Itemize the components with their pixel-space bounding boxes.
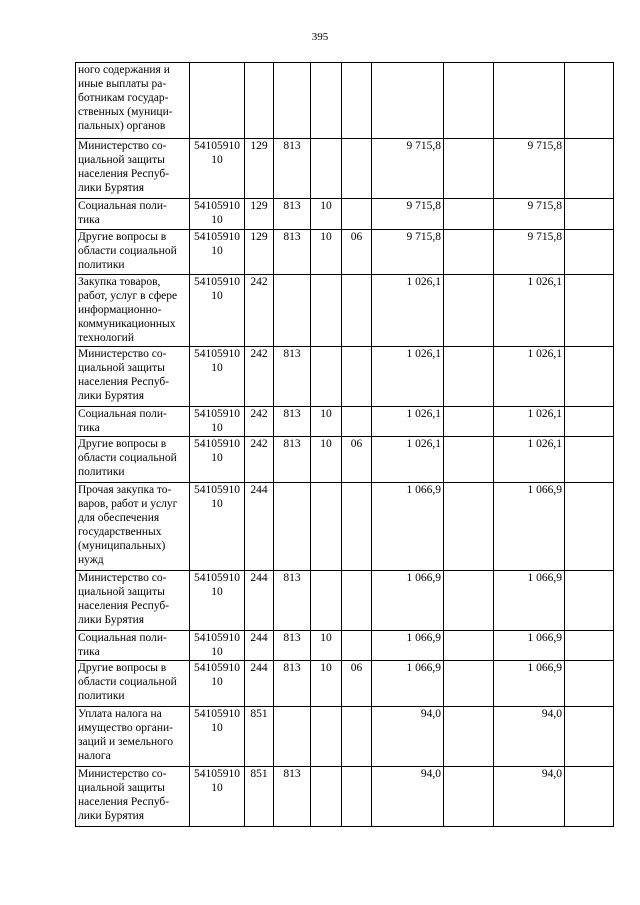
expense-type-cell: 851: [245, 767, 274, 827]
target-article-cell: [190, 767, 245, 827]
table-row: [76, 483, 614, 571]
amount-cell: [565, 661, 614, 707]
target-article-cell: [190, 571, 245, 631]
amount-cell: [444, 571, 494, 631]
table-row: [76, 139, 614, 199]
expense-type-cell: 129: [245, 199, 274, 230]
subsection-cell: 06: [342, 437, 372, 483]
target-article-code: 54105910: [194, 348, 240, 360]
target-article-suffix: 10: [211, 676, 223, 688]
ministry-code-cell: [274, 63, 311, 139]
row-name-cell: Министерство со-циальной защиты населения Респуб-лики Бурятия: [76, 767, 190, 827]
expense-type-cell: 242: [245, 407, 274, 437]
subsection-cell: [342, 483, 372, 571]
table-row: [76, 767, 614, 827]
section-cell: 10: [311, 199, 342, 230]
amount-cell: 1 066,9: [494, 483, 565, 571]
target-article-code: 54105910: [194, 632, 240, 644]
amount-cell: 9 715,8: [494, 199, 565, 230]
ministry-code-cell: 813: [274, 347, 311, 407]
row-name-cell: Министерство со-циальной защиты населения Респуб-лики Бурятия: [76, 139, 190, 199]
row-name-cell: Другие вопросы в области социальной политики: [76, 661, 190, 707]
target-article-cell: [190, 63, 245, 139]
amount-cell: [565, 631, 614, 661]
row-name-cell: Социальная поли-тика: [76, 631, 190, 661]
amount-cell: 94,0: [494, 767, 565, 827]
section-cell: 10: [311, 230, 342, 275]
amount-cell: [444, 707, 494, 767]
amount-cell: [444, 139, 494, 199]
target-article-code: 54105910: [194, 662, 240, 674]
amount-cell: [444, 199, 494, 230]
subsection-cell: [342, 767, 372, 827]
page-number: 395: [311, 31, 329, 43]
amount-cell: 9 715,8: [372, 199, 444, 230]
target-article-suffix: 10: [211, 362, 223, 374]
amount-cell: 94,0: [372, 767, 444, 827]
amount-cell: 9 715,8: [494, 139, 565, 199]
target-article-cell: [190, 661, 245, 707]
amount-cell: 1 026,1: [372, 347, 444, 407]
target-article-code: 54105910: [194, 708, 240, 720]
expense-type-cell: [245, 63, 274, 139]
ministry-code-cell: [274, 275, 311, 347]
ministry-code-cell: 813: [274, 199, 311, 230]
table-row: [76, 199, 614, 230]
subsection-cell: [342, 63, 372, 139]
ministry-code-cell: [274, 707, 311, 767]
amount-cell: [565, 437, 614, 483]
amount-cell: 1 066,9: [372, 571, 444, 631]
row-name-cell: Уплата налога на имущество органи-заций и земельного налога: [76, 707, 190, 767]
target-article-suffix: 10: [211, 646, 223, 658]
table-row: [76, 707, 614, 767]
row-name-cell: Министерство со-циальной защиты населения Респуб-лики Бурятия: [76, 571, 190, 631]
expense-type-cell: 242: [245, 347, 274, 407]
amount-cell: 1 026,1: [494, 407, 565, 437]
amount-cell: [444, 407, 494, 437]
table-row: [76, 63, 614, 139]
amount-cell: [372, 63, 444, 139]
target-article-cell: [190, 631, 245, 661]
target-article-code: 54105910: [194, 408, 240, 420]
row-name-cell: Министерство со-циальной защиты населения Респуб-лики Бурятия: [76, 347, 190, 407]
table-row: [76, 230, 614, 275]
expense-type-cell: 244: [245, 661, 274, 707]
target-article-cell: [190, 483, 245, 571]
table-row: [76, 661, 614, 707]
amount-cell: [444, 347, 494, 407]
budget-table: [75, 62, 614, 827]
target-article-suffix: 10: [211, 498, 223, 510]
amount-cell: [565, 707, 614, 767]
target-article-suffix: 10: [211, 245, 223, 257]
amount-cell: [565, 139, 614, 199]
target-article-suffix: 10: [211, 154, 223, 166]
section-cell: 10: [311, 437, 342, 483]
ministry-code-cell: 813: [274, 437, 311, 483]
amount-cell: 1 026,1: [372, 275, 444, 347]
section-cell: [311, 139, 342, 199]
amount-cell: 1 066,9: [372, 483, 444, 571]
amount-cell: 1 026,1: [494, 347, 565, 407]
section-cell: 10: [311, 631, 342, 661]
subsection-cell: [342, 407, 372, 437]
row-name-cell: Закупка товаров, работ, услуг в сфере информационно-коммуникационных технологий: [76, 275, 190, 347]
expense-type-cell: 129: [245, 230, 274, 275]
amount-cell: [444, 230, 494, 275]
target-article-cell: [190, 437, 245, 483]
amount-cell: 1 066,9: [494, 571, 565, 631]
amount-cell: [565, 571, 614, 631]
subsection-cell: [342, 275, 372, 347]
row-name-cell: Социальная поли-тика: [76, 407, 190, 437]
amount-cell: [444, 631, 494, 661]
amount-cell: [565, 199, 614, 230]
section-cell: [311, 571, 342, 631]
amount-cell: [565, 63, 614, 139]
target-article-code: 54105910: [194, 231, 240, 243]
ministry-code-cell: 813: [274, 230, 311, 275]
amount-cell: 1 066,9: [372, 631, 444, 661]
ministry-code-cell: [274, 483, 311, 571]
expense-type-cell: 129: [245, 139, 274, 199]
table-row: [76, 275, 614, 347]
target-article-cell: [190, 707, 245, 767]
target-article-suffix: 10: [211, 452, 223, 464]
amount-cell: [565, 767, 614, 827]
amount-cell: 1 026,1: [372, 407, 444, 437]
amount-cell: 1 066,9: [372, 661, 444, 707]
target-article-suffix: 10: [211, 422, 223, 434]
amount-cell: 1 066,9: [494, 661, 565, 707]
amount-cell: [444, 767, 494, 827]
target-article-code: 54105910: [194, 484, 240, 496]
expense-type-cell: 244: [245, 631, 274, 661]
amount-cell: 9 715,8: [372, 139, 444, 199]
target-article-cell: [190, 199, 245, 230]
ministry-code-cell: 813: [274, 571, 311, 631]
section-cell: 10: [311, 661, 342, 707]
table-row: [76, 631, 614, 661]
target-article-suffix: 10: [211, 586, 223, 598]
section-cell: [311, 347, 342, 407]
target-article-suffix: 10: [211, 290, 223, 302]
subsection-cell: [342, 631, 372, 661]
target-article-cell: [190, 230, 245, 275]
row-name-cell: Другие вопросы в области социальной политики: [76, 437, 190, 483]
table-row: [76, 571, 614, 631]
ministry-code-cell: 813: [274, 407, 311, 437]
section-cell: [311, 483, 342, 571]
table-row: [76, 347, 614, 407]
target-article-cell: [190, 407, 245, 437]
ministry-code-cell: 813: [274, 631, 311, 661]
target-article-code: 54105910: [194, 438, 240, 450]
amount-cell: [565, 347, 614, 407]
target-article-cell: [190, 347, 245, 407]
amount-cell: 94,0: [494, 707, 565, 767]
subsection-cell: [342, 199, 372, 230]
ministry-code-cell: 813: [274, 661, 311, 707]
amount-cell: 9 715,8: [372, 230, 444, 275]
target-article-code: 54105910: [194, 276, 240, 288]
table-row: [76, 407, 614, 437]
target-article-suffix: 10: [211, 782, 223, 794]
target-article-code: 54105910: [194, 140, 240, 152]
expense-type-cell: 851: [245, 707, 274, 767]
target-article-cell: [190, 275, 245, 347]
amount-cell: 1 026,1: [372, 437, 444, 483]
section-cell: [311, 767, 342, 827]
subsection-cell: [342, 571, 372, 631]
amount-cell: [565, 407, 614, 437]
amount-cell: [444, 483, 494, 571]
expense-type-cell: 244: [245, 483, 274, 571]
section-cell: [311, 707, 342, 767]
section-cell: 10: [311, 407, 342, 437]
subsection-cell: 06: [342, 230, 372, 275]
section-cell: [311, 275, 342, 347]
expense-type-cell: 242: [245, 275, 274, 347]
amount-cell: [565, 230, 614, 275]
amount-cell: [444, 661, 494, 707]
target-article-code: 54105910: [194, 572, 240, 584]
ministry-code-cell: 813: [274, 767, 311, 827]
subsection-cell: [342, 139, 372, 199]
table-row: [76, 437, 614, 483]
row-name-cell: Другие вопросы в области социальной политики: [76, 230, 190, 275]
subsection-cell: 06: [342, 661, 372, 707]
amount-cell: [565, 483, 614, 571]
amount-cell: 1 026,1: [494, 437, 565, 483]
amount-cell: 1 066,9: [494, 631, 565, 661]
amount-cell: 9 715,8: [494, 230, 565, 275]
target-article-cell: [190, 139, 245, 199]
amount-cell: 94,0: [372, 707, 444, 767]
target-article-code: 54105910: [194, 200, 240, 212]
target-article-suffix: 10: [211, 214, 223, 226]
amount-cell: [565, 275, 614, 347]
amount-cell: 1 026,1: [494, 275, 565, 347]
expense-type-cell: 244: [245, 571, 274, 631]
amount-cell: [444, 437, 494, 483]
section-cell: [311, 63, 342, 139]
expense-type-cell: 242: [245, 437, 274, 483]
subsection-cell: [342, 347, 372, 407]
row-name-cell: Прочая закупка то-варов, работ и услуг для обеспечения государственных (муниципальных) нужд: [76, 483, 190, 571]
target-article-code: 54105910: [194, 768, 240, 780]
subsection-cell: [342, 707, 372, 767]
amount-cell: [494, 63, 565, 139]
row-name-cell: Социальная поли-тика: [76, 199, 190, 230]
ministry-code-cell: 813: [274, 139, 311, 199]
amount-cell: [444, 275, 494, 347]
amount-cell: [444, 63, 494, 139]
target-article-suffix: 10: [211, 722, 223, 734]
row-name-cell: ного содержания и иные выплаты ра-ботникам государ-ственных (муници-пальных) органов: [76, 63, 190, 139]
